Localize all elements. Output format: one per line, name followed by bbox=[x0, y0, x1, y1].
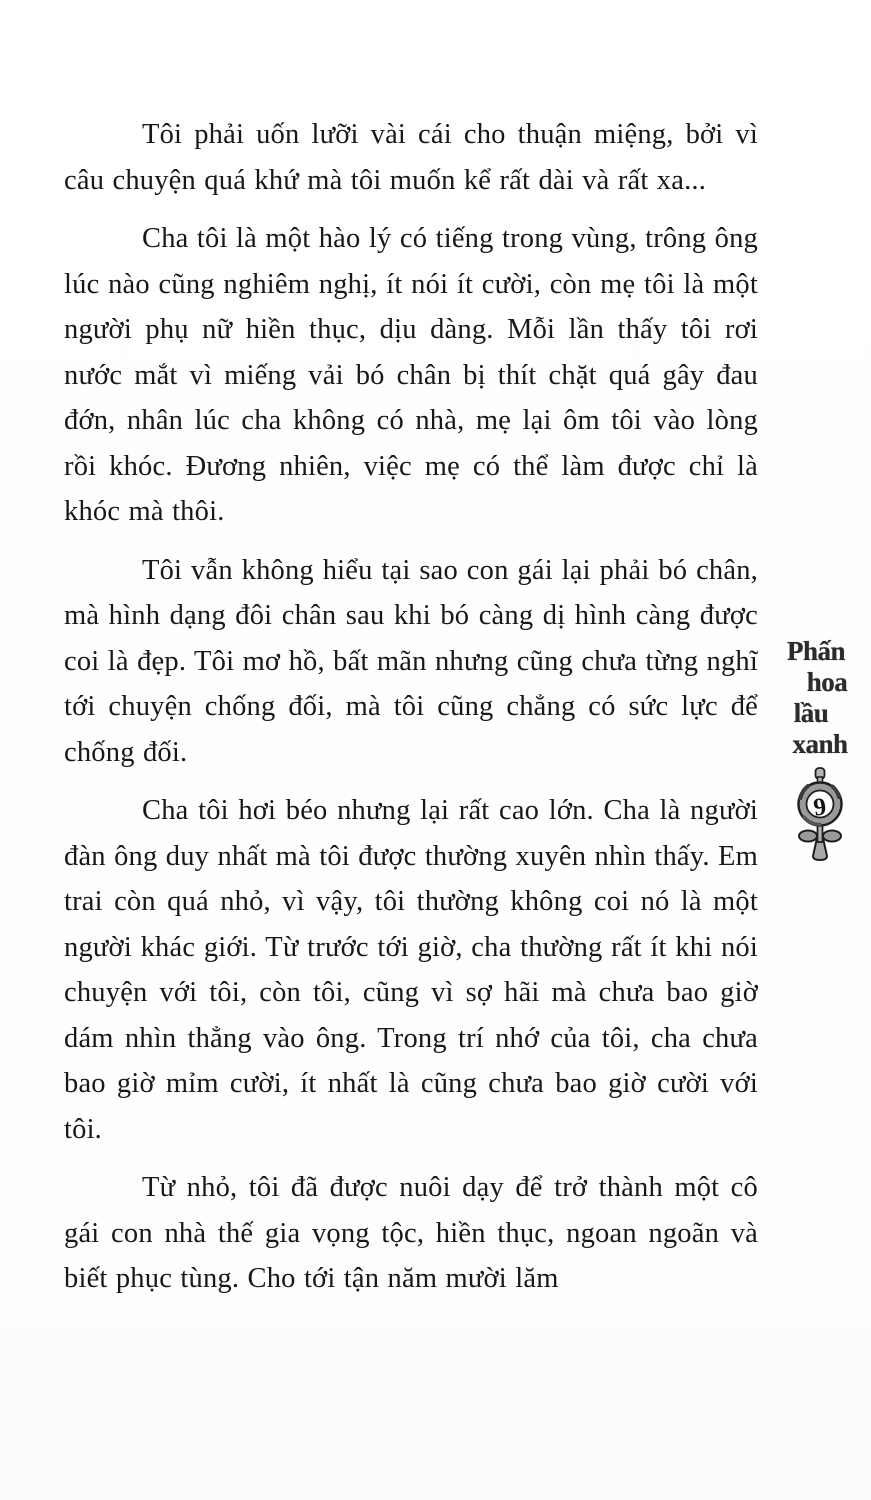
body-text bbox=[64, 112, 758, 1315]
book-title-line: xanh bbox=[792, 729, 848, 759]
paragraph: Cha tôi hơi béo nhưng lại rất cao lớn. Cha là người đàn ông duy nhất mà tôi được thường xuyên nhìn thấy. Em trai còn quá nhỏ, vì vậy, tôi thường không coi nó là một người khác giới. Từ trước tới giờ, cha thường rất ít khi nói chuyện với tôi, còn tôi, cũng vì sợ hãi mà chưa bao giờ dám nhìn thẳng vào ông. Trong trí nhớ của tôi, cha chưa bao giờ mỉm cười, ít nhất là cũng chưa bao giờ cười với tôi. bbox=[64, 795, 758, 1145]
book-title-line: Phấn bbox=[786, 636, 846, 666]
page-number: 9 bbox=[811, 793, 828, 822]
paragraph: Tôi phải uốn lưỡi vài cái cho thuận miệng, bởi vì câu chuyện quá khứ mà tôi muốn kể rất dài và rất xa... bbox=[64, 119, 758, 196]
mirror-seal-ornament bbox=[786, 766, 854, 864]
paragraph: Từ nhỏ, tôi đã được nuôi dạy để trở thành một cô gái con nhà thế gia vọng tộc, hiền thục, ngoan ngoãn và biết phục tùng. Cho tới tận năm mười lăm bbox=[64, 1172, 758, 1294]
book-title-line: hoa bbox=[806, 667, 848, 697]
book-title-line: lầu bbox=[793, 698, 829, 728]
book-title-vertical bbox=[772, 636, 868, 760]
paragraph: Cha tôi là một hào lý có tiếng trong vùng, trông ông lúc nào cũng nghiêm nghị, ít nói ít cười, còn mẹ tôi là một người phụ nữ hiền thục, dịu dàng. Mỗi lần thấy tôi rơi nước mắt vì miếng vải bó chân bị thít chặt quá gây đau đớn, nhân lúc cha không có nhà, mẹ lại ôm tôi vào lòng rồi khóc. Đương nhiên, việc mẹ có thể làm được chỉ là khóc mà thôi. bbox=[64, 223, 758, 527]
margin-decoration bbox=[772, 636, 868, 864]
paragraph: Tôi vẫn không hiểu tại sao con gái lại phải bó chân, mà hình dạng đôi chân sau khi bó càng dị hình càng được coi là đẹp. Tôi mơ hồ, bất mãn nhưng cũng chưa từng nghĩ tới chuyện chống đối, mà tôi cũng chẳng có sức lực để chống đối. bbox=[64, 554, 758, 768]
